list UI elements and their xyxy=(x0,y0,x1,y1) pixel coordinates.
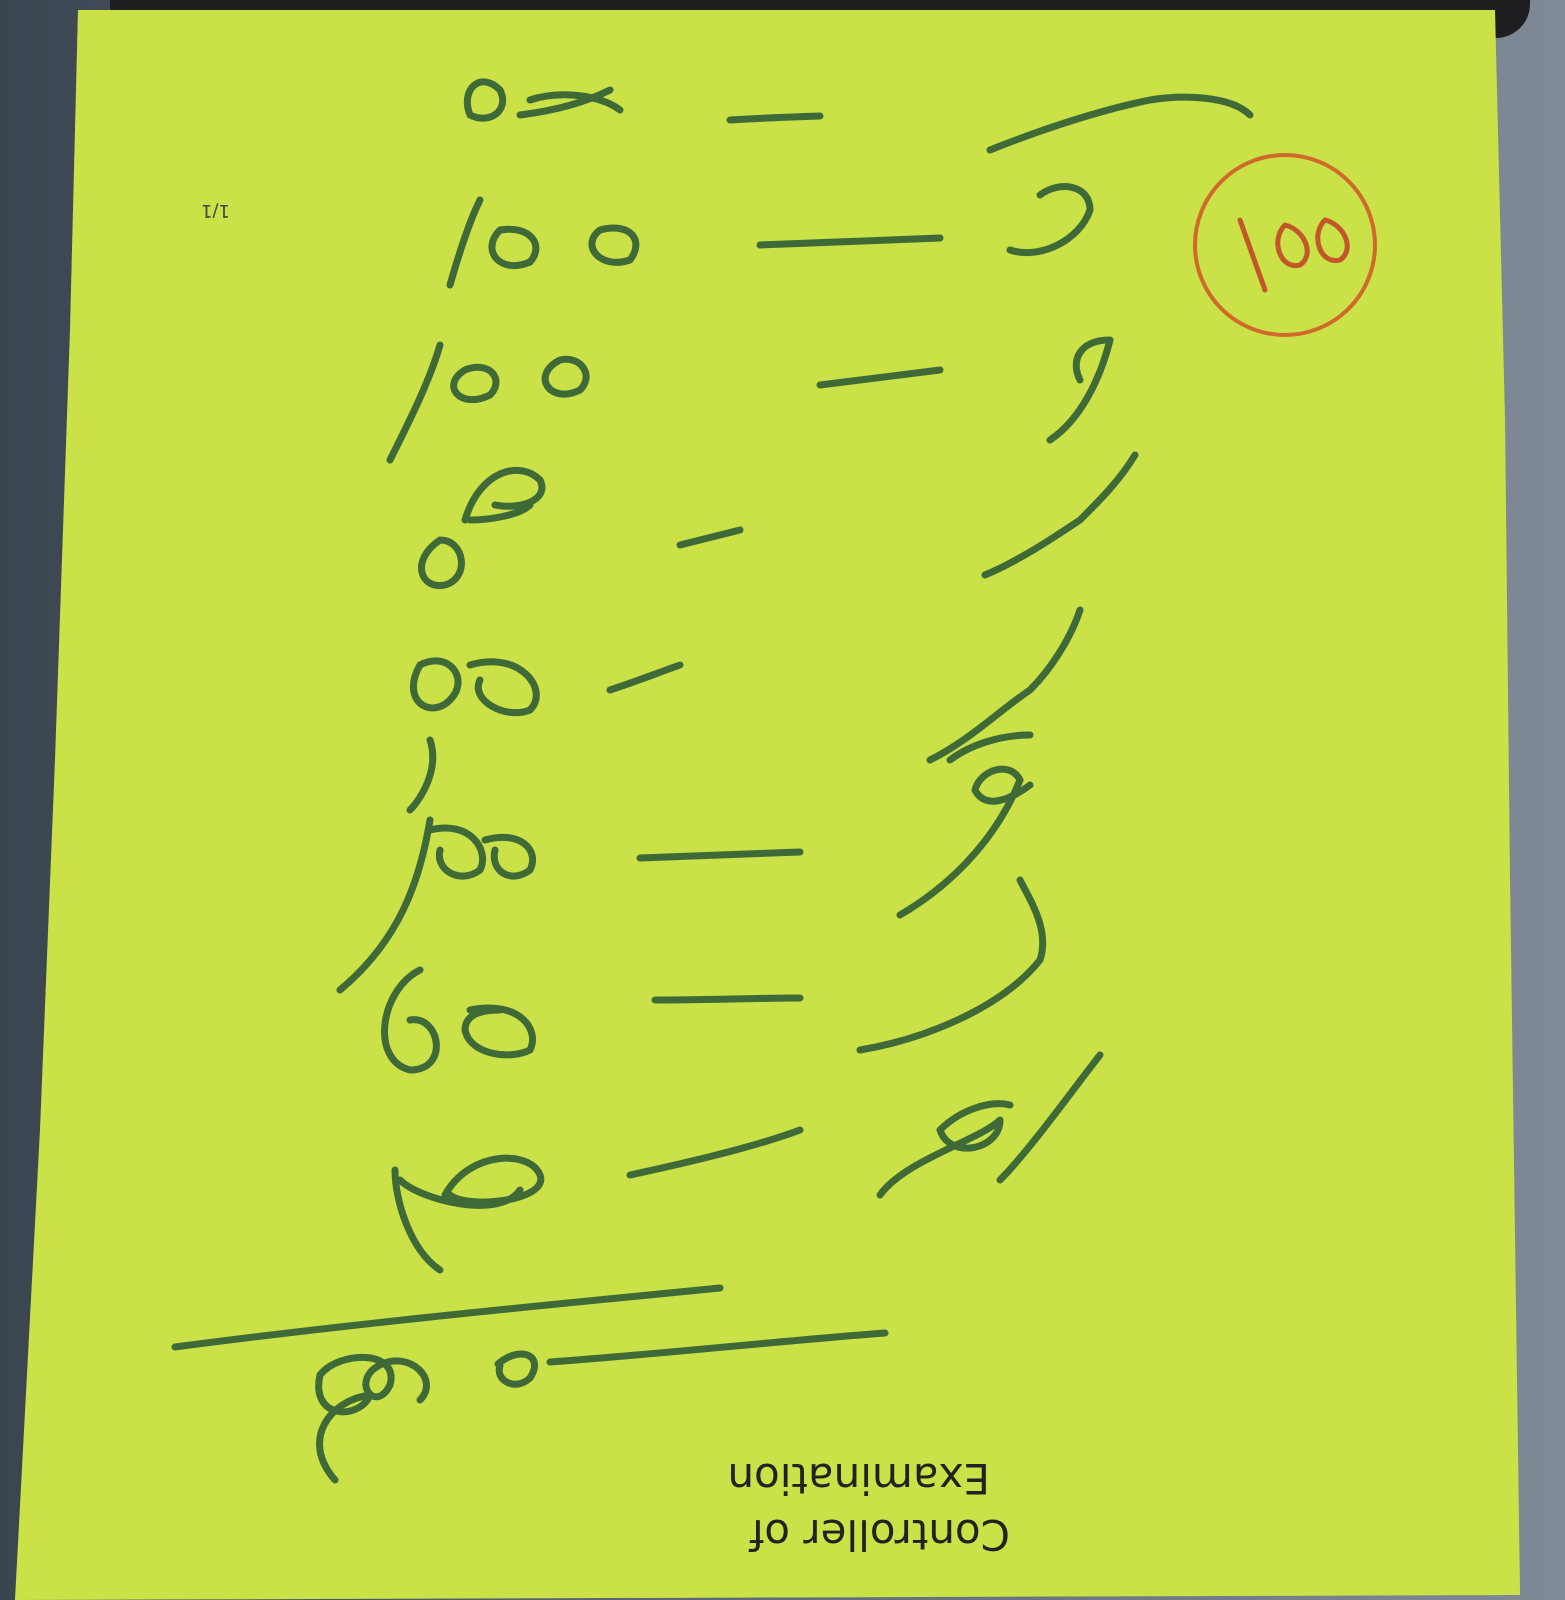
score-row-8-dash xyxy=(730,116,820,120)
printed-line-1: Controller of xyxy=(749,1510,1010,1559)
printed-line-2: Examination xyxy=(727,1454,990,1503)
small-mark: 1/1 xyxy=(201,200,230,221)
score-row-2-dash xyxy=(655,998,800,1000)
paper-shading xyxy=(15,10,1520,1600)
